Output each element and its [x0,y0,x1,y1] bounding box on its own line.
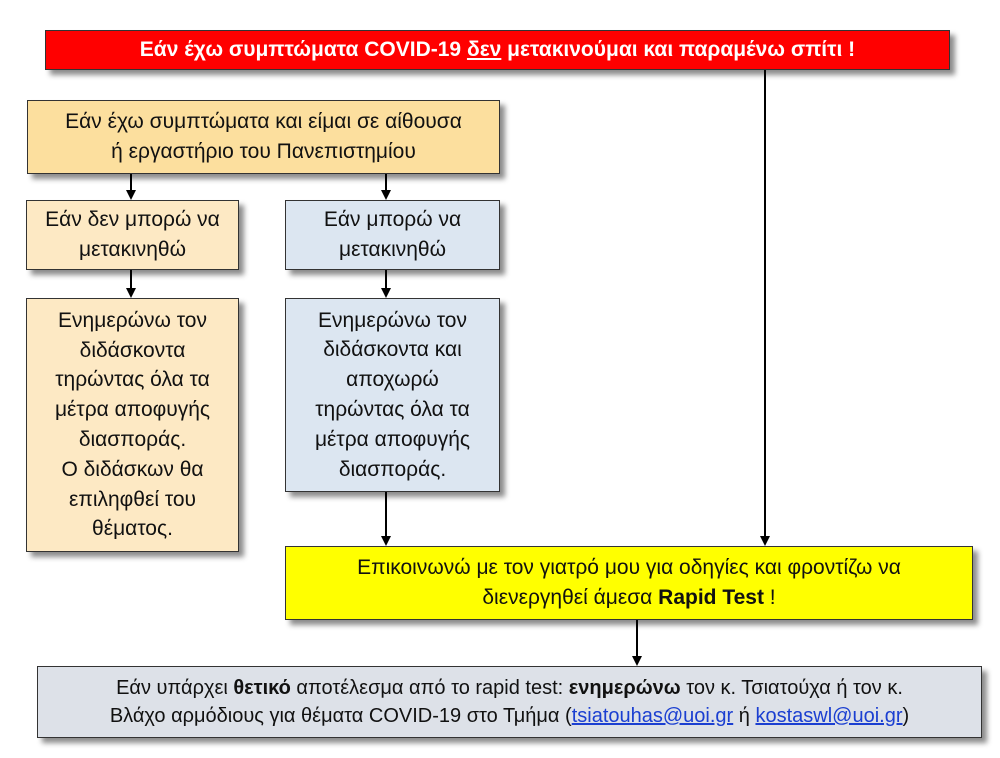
positive-bold-1: θετικό [233,676,291,699]
cannot-move-line-2: μετακινηθώ [78,238,187,261]
stay-home-text-1: Εάν έχω συμπτώματα COVID-19 [139,38,467,62]
can-move-action-box [285,298,500,492]
cannot-move-action-line: διασποράς. [78,428,187,451]
positive-text-6: ) [902,705,910,727]
positive-text-5: ή [733,705,756,727]
can-move-action-line: αποχωρώ [346,368,439,392]
cannot-move-action-line: Ενημερώνω τον [58,308,207,332]
cannot-move-action-line: επιληφθεί του [68,487,196,511]
positive-text-2: αποτέλεσμα από το rapid test: [290,676,569,699]
doctor-line-1: Επικοινωνώ με τον γιατρό μου για οδηγίες και φροντίζω να [357,556,901,580]
cannot-move-action-line: θέματος. [92,517,173,541]
positive-bold-2: ενημερώνω [568,676,681,699]
can-move-box [285,200,500,270]
rapid-test-label: Rapid Test [658,586,764,609]
stay-home-banner [45,30,950,70]
positive-text-3: τον κ. Τσιατούχα ή τον κ. [680,676,903,699]
can-move-action-line: μέτρα αποφυγής [314,427,471,451]
positive-text-1: Εάν υπάρχει [116,676,234,699]
positive-text-4: Βλάχο αρμόδιους για θέματα COVID-19 στο Τμήμα ( [109,705,572,727]
cannot-move-action-line: Ο διδάσκων θα [61,457,204,481]
can-move-action-line: τηρώντας όλα τα [315,398,470,421]
cannot-move-line-1: Εάν δεν μπορώ να [45,208,220,232]
can-move-action-line: διασποράς. [338,457,447,481]
can-move-action-line: Ενημερώνω τον [318,308,467,332]
stay-home-text-2: μετακινούμαι και παραμένω σπίτι ! [501,38,856,62]
can-move-action-line: διδάσκοντα και [323,338,462,362]
classroom-line-1: Εάν έχω συμπτώματα και είμαι σε αίθουσα [65,110,462,134]
classroom-line-2: ή εργαστήριο του Πανεπιστημίου [111,140,416,163]
can-move-line-1: Εάν μπορώ να [323,208,462,232]
contact-doctor-box [285,546,973,620]
can-move-line-2: μετακινηθώ [338,238,447,261]
doctor-line-2-end: ! [763,586,776,609]
stay-home-emphasis: δεν [466,38,502,62]
cannot-move-action-box [26,298,239,552]
classroom-symptoms-box [27,100,500,174]
email-link-kostaswl[interactable]: kostaswl@uoi.gr [755,705,903,727]
cannot-move-action-line: διδάσκοντα [79,338,186,362]
doctor-line-2-text: διενεργηθεί άμεσα [482,586,659,609]
cannot-move-action-line: μέτρα αποφυγής [54,398,211,422]
positive-result-box [37,666,982,738]
cannot-move-box [26,200,239,270]
cannot-move-action-line: τηρώντας όλα τα [55,368,210,392]
email-link-tsiatouhas[interactable]: tsiatouhas@uoi.gr [571,705,734,727]
